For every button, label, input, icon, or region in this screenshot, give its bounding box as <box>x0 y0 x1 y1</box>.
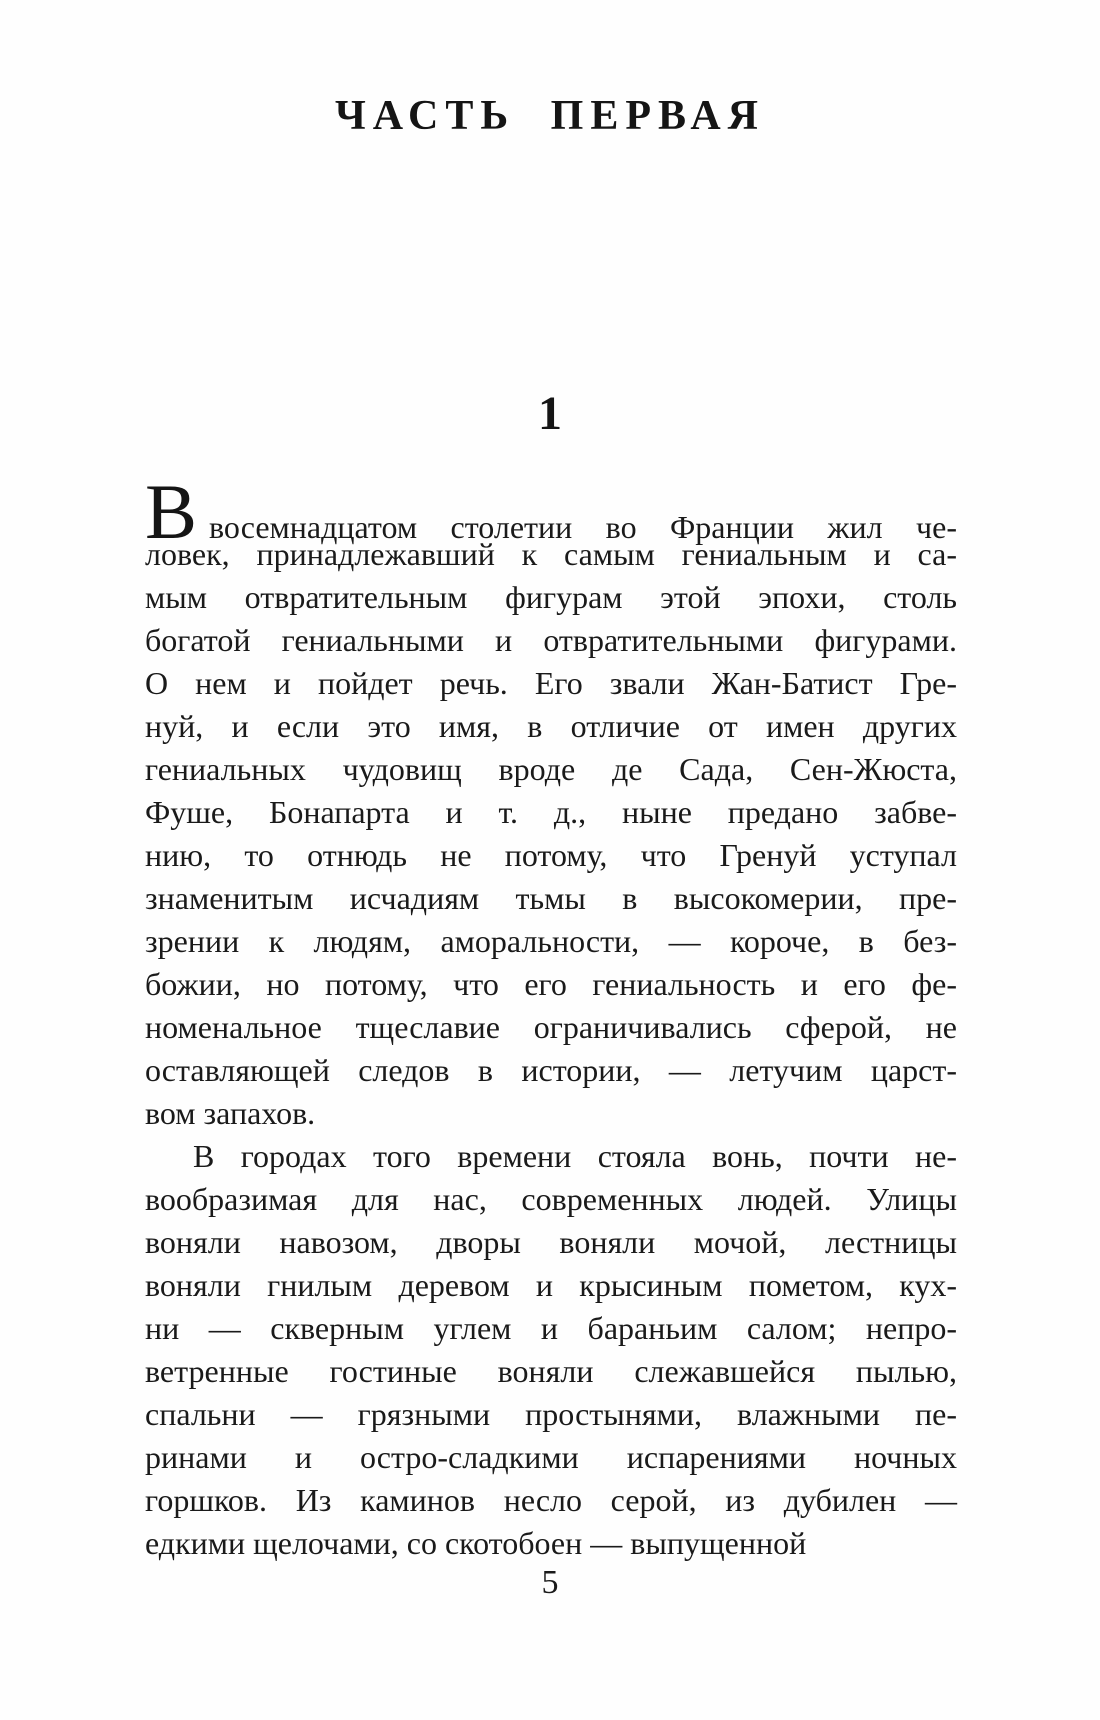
text-line: мым отвратительным фигурам этой эпохи, столь <box>145 579 957 615</box>
text-line: ни — скверным углем и бараньим салом; непро- <box>145 1310 957 1346</box>
text-line: гениальных чудовищ вроде де Сада, Сен-Жюста, <box>145 751 957 787</box>
text-line: воняли гнилым деревом и крысиным пометом, кух- <box>145 1267 957 1303</box>
initial-cap: В <box>145 468 198 555</box>
body-text <box>145 468 957 1565</box>
paragraph <box>145 1135 957 1565</box>
text-line: О нем и пойдет речь. Его звали Жан-Батист Гре- <box>145 665 957 701</box>
text-line: зрении к людям, аморальности, — короче, в без- <box>145 923 957 959</box>
text-line: вообразимая для нас, современных людей. Улицы <box>145 1181 957 1217</box>
text-line: спальни — грязными простынями, влажными пе- <box>145 1396 957 1432</box>
text-line: Ввосемнадцатом столетии во Франции жил че- <box>145 468 957 555</box>
text-line: ветренные гостиные воняли слежавшейся пылью, <box>145 1353 957 1389</box>
text-line: оставляющей следов в истории, — летучим царст- <box>145 1052 957 1088</box>
text-line: нию, то отнюдь не потому, что Гренуй уступал <box>145 837 957 873</box>
paragraph <box>145 468 957 1135</box>
text-line: богатой гениальными и отвратительными фигурами. <box>145 622 957 658</box>
text-line: воняли навозом, дворы воняли мочой, лестницы <box>145 1224 957 1260</box>
text-line: знаменитым исчадиям тьмы в высокомерии, пре- <box>145 880 957 916</box>
text-line: В городах того времени стояла вонь, почти не- <box>193 1138 957 1174</box>
text-line: божии, но потому, что его гениальность и его фе- <box>145 966 957 1002</box>
part-title: ЧАСТЬ ПЕРВАЯ <box>334 93 766 139</box>
page-number: 5 <box>541 1564 559 1601</box>
text-line: Фуше, Бонапарта и т. д., ныне предано забве- <box>145 794 957 830</box>
text-line: вом запахов. <box>145 1095 316 1131</box>
text-line: едкими щелочами, со скотобоен — выпущенной <box>145 1525 807 1561</box>
text-line: горшков. Из каминов несло серой, из дубилен — <box>145 1482 957 1518</box>
text-line: ринами и остро-сладкими испарениями ночных <box>145 1439 957 1475</box>
chapter-number: 1 <box>538 387 562 440</box>
text-line: нуй, и если это имя, в отличие от имен других <box>145 708 957 744</box>
text-line: ловек, принадлежавший к самым гениальным и са- <box>145 536 957 572</box>
text-line: номенальное тщеславие ограничивались сферой, не <box>145 1009 957 1045</box>
